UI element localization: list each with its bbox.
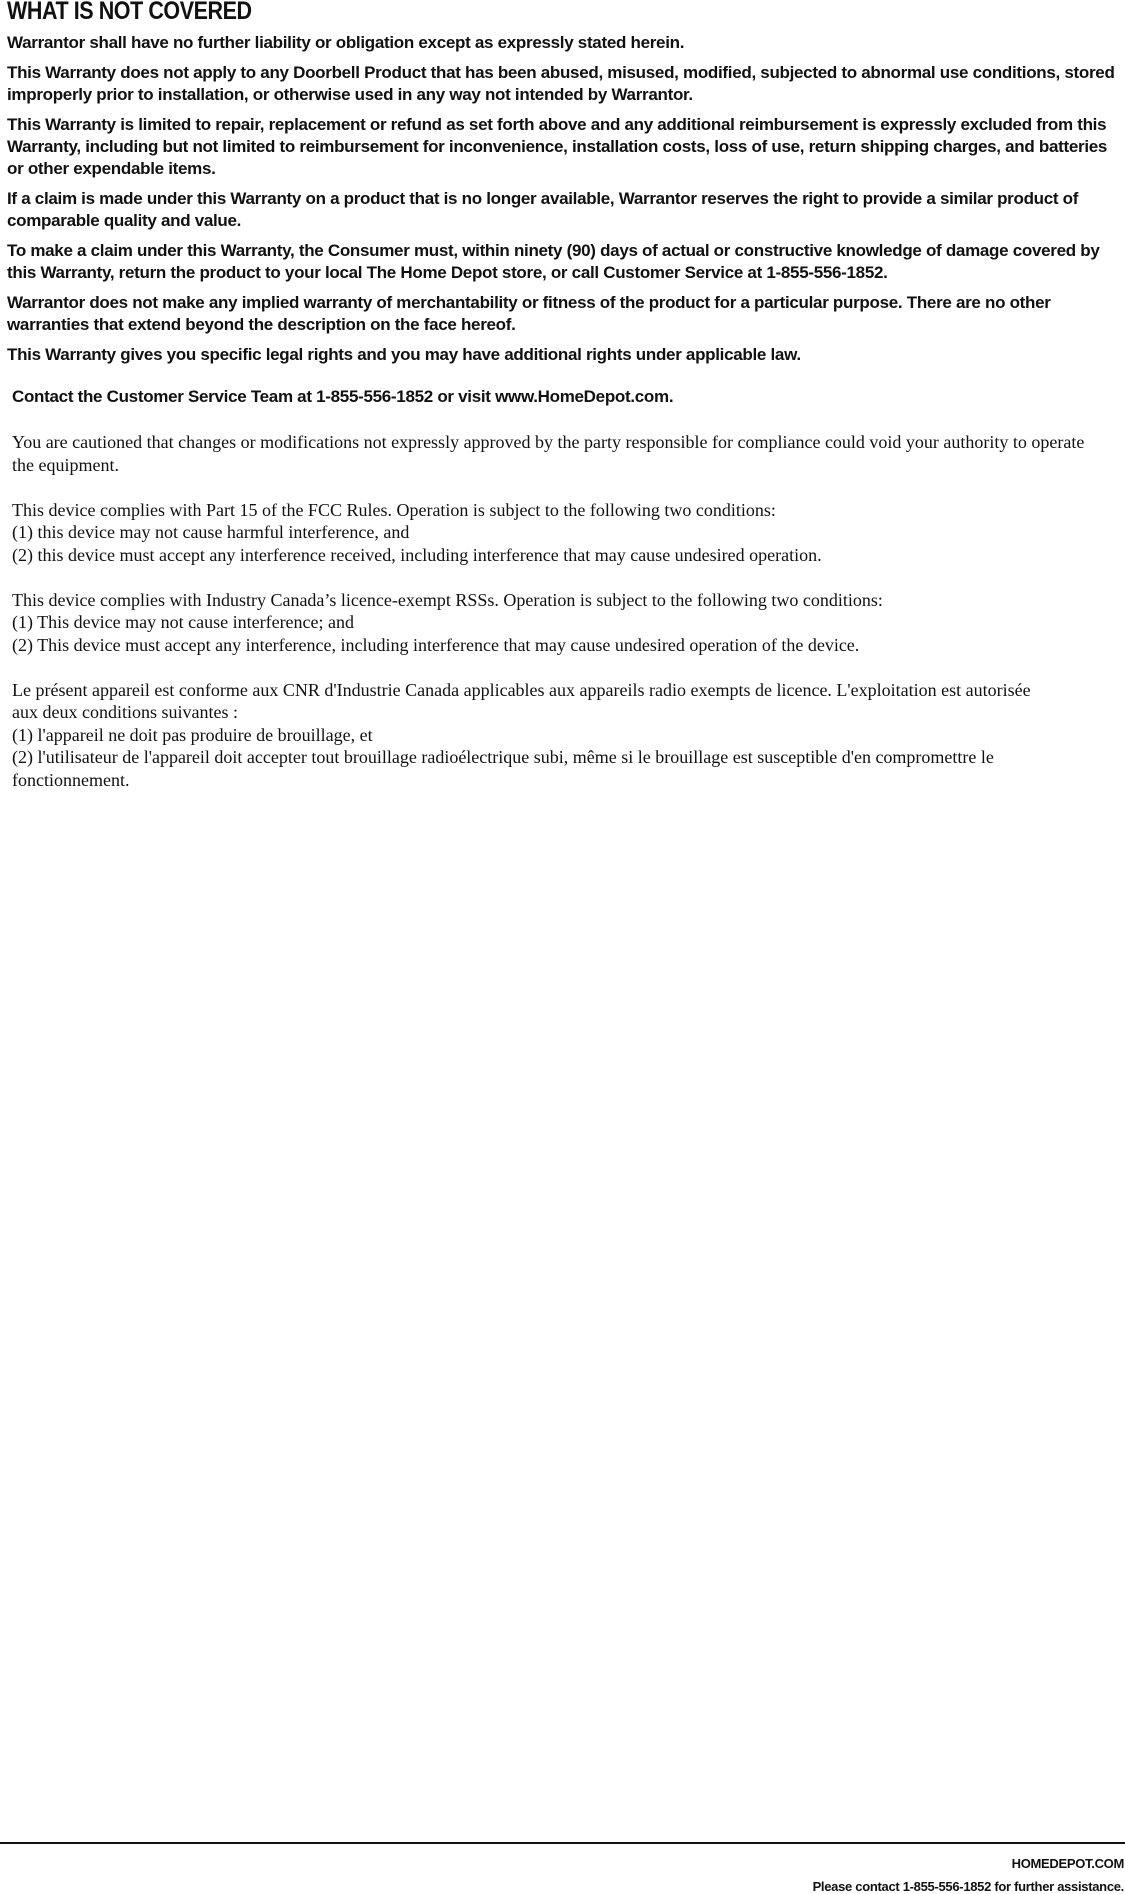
ic-compliance-block <box>12 589 1097 657</box>
ic-french-condition: (2) l'utilisateur de l'appareil doit accepter tout brouillage radioélectrique subi, même si le brouillage est susceptible d'en compromettre le fonctionnement. <box>12 747 994 790</box>
footer-divider <box>0 1842 1125 1844</box>
warranty-paragraph: This Warranty does not apply to any Doorbell Product that has been abused, misused, modified, subjected to abnormal use conditions, stored improperly prior to installation, or otherwise used in any way not intended by Warrantor. <box>7 63 1115 104</box>
footer-assistance: Please contact 1-855-556-1852 for further assistance. <box>812 1879 1124 1894</box>
footer-website: HOMEDEPOT.COM <box>1011 1856 1124 1871</box>
ic-french-intro-continued: aux deux conditions suivantes : <box>12 702 238 722</box>
ic-condition: (1) This device may not cause interference; and <box>12 612 355 632</box>
regulatory-notice <box>12 431 1097 814</box>
caution-paragraph: You are cautioned that changes or modifications not expressly approved by the party responsible for compliance could void your authority to operate the equipment. <box>12 432 1085 475</box>
ic-french-condition: (1) l'appareil ne doit pas produire de brouillage, et <box>12 724 373 745</box>
ic-french-block <box>12 679 1097 792</box>
fcc-compliance-block <box>12 499 1097 567</box>
section-heading: WHAT IS NOT COVERED <box>7 0 252 25</box>
warranty-paragraph: If a claim is made under this Warranty on a product that is no longer available, Warrantor reserves the right to provide a similar product of comparable quality and value. <box>7 189 1079 230</box>
warranty-paragraph: To make a claim under this Warranty, the Consumer must, within ninety (90) days of actual or constructive knowledge of damage covered by this Warranty, return the product to your local The Home Depot store, or call Customer Service at 1-855-556-1852. <box>7 241 1100 282</box>
warranty-paragraph: This Warranty gives you specific legal rights and you may have additional rights under applicable law. <box>7 345 801 364</box>
fcc-condition: (1) this device may not cause harmful interference, and <box>12 522 410 542</box>
ic-intro: This device complies with Industry Canada’s licence-exempt RSSs. Operation is subject to the following two conditions: <box>12 589 883 610</box>
customer-service-contact: Contact the Customer Service Team at 1-855-556-1852 or visit www.HomeDepot.com. <box>12 387 674 406</box>
warranty-paragraph: Warrantor does not make any implied warranty of merchantability or fitness of the product for a particular purpose. There are no other warranties that extend beyond the description on the face hereof. <box>7 293 1051 334</box>
fcc-intro: This device complies with Part 15 of the FCC Rules. Operation is subject to the following two conditions: <box>12 499 776 520</box>
warranty-paragraph: Warrantor shall have no further liability or obligation except as expressly stated herein. <box>7 33 685 52</box>
ic-french-intro: Le présent appareil est conforme aux CNR d'Industrie Canada applicables aux appareils radio exempts de licence. L'exploitation est autorisée <box>12 679 1031 700</box>
warranty-section <box>7 0 1119 374</box>
ic-condition: (2) This device must accept any interference, including interference that may cause undesired operation of the device. <box>12 634 860 655</box>
fcc-condition: (2) this device must accept any interference received, including interference that may cause undesired operation. <box>12 544 822 565</box>
warranty-paragraph: This Warranty is limited to repair, replacement or refund as set forth above and any additional reimbursement is expressly excluded from this Warranty, including but not limited to reimbursement for inconvenience, installation costs, loss of use, return shipping charges, and batteries or other expendable items. <box>7 115 1108 178</box>
